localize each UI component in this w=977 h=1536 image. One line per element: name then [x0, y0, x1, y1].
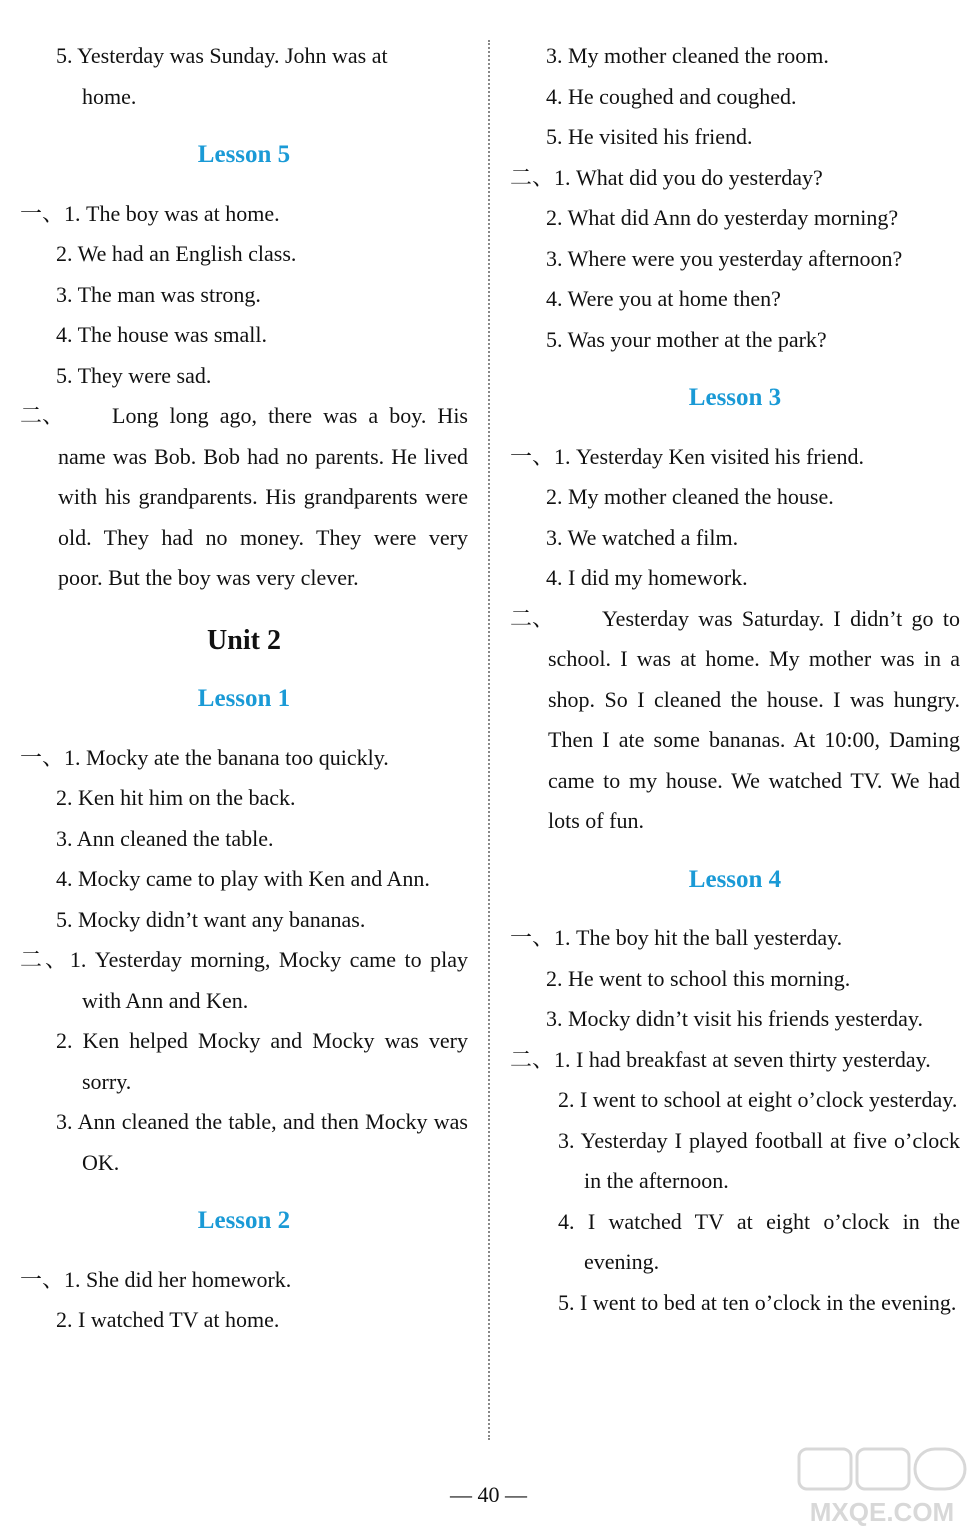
list-item: 5. Was your mother at the park?: [546, 326, 827, 352]
list-item: 2. What did Ann do yesterday morning?: [546, 205, 899, 230]
lesson-heading: Lesson 5: [197, 141, 291, 168]
left-column: [20, 36, 468, 1341]
list-item: 5. Mocky didn’t want any bananas.: [56, 906, 366, 932]
list-item: 3. We watched a film.: [546, 524, 739, 550]
list-item: 2. My mother cleaned the house.: [546, 484, 834, 509]
lesson-heading: Lesson 1: [197, 685, 291, 712]
paragraph-answer: [510, 599, 960, 842]
list-item: 5. He visited his friend.: [546, 124, 753, 149]
list-item: 3. The man was strong.: [56, 281, 261, 307]
lesson-heading: Lesson 4: [688, 865, 782, 893]
list-item: 2. I watched TV at home.: [56, 1307, 280, 1332]
lesson-heading: Lesson 3: [688, 384, 782, 411]
list-item: 5. They were sad.: [56, 362, 212, 388]
list-item: 2. We had an English class.: [56, 241, 297, 266]
list-item: 3. Ann cleaned the table, and then Mocky was OK.: [56, 1109, 468, 1175]
list-item: 5. Yesterday was Sunday. John was at home.: [56, 43, 388, 109]
list-item: 4. The house was small.: [56, 322, 268, 347]
list-item: 一、1. The boy was at home.: [20, 200, 280, 226]
unit-heading: Unit 2: [207, 624, 281, 656]
right-column: [510, 36, 960, 1323]
svg-text:MXQE.COM: MXQE.COM: [809, 1497, 955, 1527]
paragraph-answer: [20, 396, 468, 599]
list-item: 4. Were you at home then?: [546, 286, 781, 311]
list-item: 一、1. Mocky ate the banana too quickly.: [20, 744, 389, 770]
watermark-logo: [795, 1445, 970, 1530]
list-item: 二、1. Yesterday morning, Mocky came to play with Ann and Ken.: [20, 947, 468, 1013]
list-item: 3. My mother cleaned the room.: [546, 43, 829, 68]
list-item: 2. He went to school this morning.: [546, 965, 851, 991]
list-item: 2. I went to school at eight o’clock yesterday.: [558, 1087, 958, 1112]
section-marker: 二、: [510, 605, 555, 631]
list-item: 一、1. Yesterday Ken visited his friend.: [510, 443, 864, 469]
page-number: — 40 —: [450, 1482, 527, 1507]
list-item: 二、1. What did you do yesterday?: [510, 164, 823, 190]
list-item: 4. He coughed and coughed.: [546, 83, 797, 109]
paragraph-text: Yesterday was Saturday. I didn’t go to school. I was at home. My mother was in a shop. So I cleaned the house. I was hungry. Then I ate some bananas. At 10:00, Daming came to my house. We watched TV. We had lots of fun.: [548, 605, 960, 833]
list-item: 2. Ken helped Mocky and Mocky was very sorry.: [56, 1028, 468, 1094]
list-item: 3. Yesterday I played football at five o’clock in the afternoon.: [558, 1127, 960, 1193]
list-item: 3. Mocky didn’t visit his friends yesterday.: [546, 1006, 924, 1031]
column-divider: [488, 40, 490, 1440]
list-item: 4. Mocky came to play with Ken and Ann.: [56, 866, 430, 891]
list-item: 二、1. I had breakfast at seven thirty yesterday.: [510, 1046, 931, 1072]
list-item: 3. Where were you yesterday afternoon?: [546, 245, 903, 271]
list-item: 4. I watched TV at eight o’clock in the evening.: [558, 1208, 960, 1274]
list-item: 一、1. She did her homework.: [20, 1266, 292, 1292]
section-marker: 二、: [20, 403, 65, 428]
paragraph-text: Long long ago, there was a boy. His name was Bob. Bob had no parents. He lived with his grandparents. His grandparents were old. They had no money. They were very poor. But the boy was very clever.: [58, 403, 468, 590]
list-item: 4. I did my homework.: [546, 565, 748, 590]
list-item: 3. Ann cleaned the table.: [56, 825, 274, 851]
list-item: 5. I went to bed at ten o’clock in the evening.: [558, 1289, 957, 1315]
list-item: 2. Ken hit him on the back.: [56, 785, 296, 810]
lesson-heading: Lesson 2: [197, 1207, 291, 1234]
list-item: 一、1. The boy hit the ball yesterday.: [510, 925, 843, 950]
